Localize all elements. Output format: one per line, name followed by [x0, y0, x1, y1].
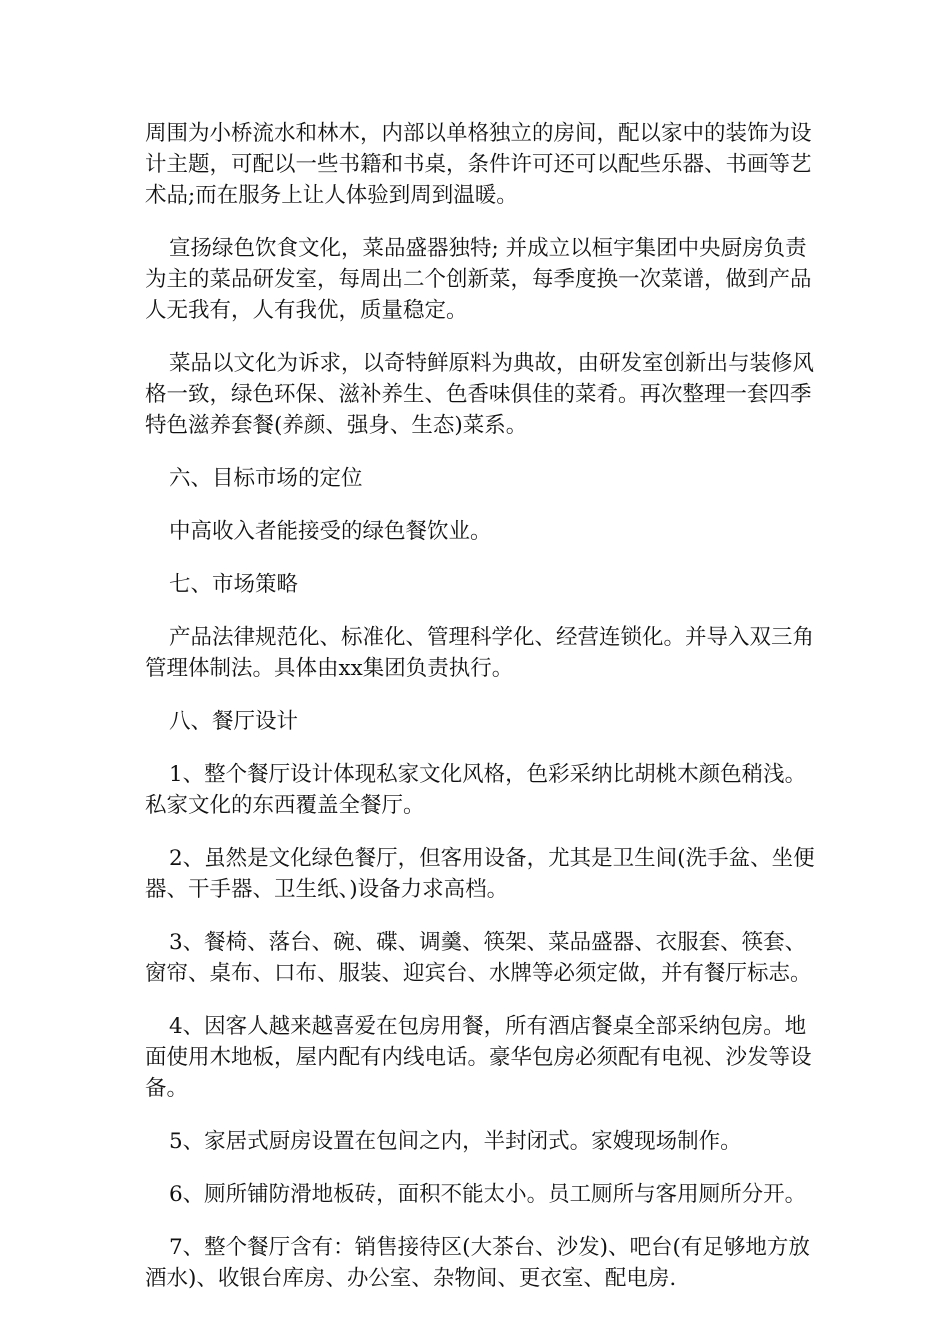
list-item-design-4: 4、因客人越来越喜爱在包房用餐，所有酒店餐桌全部采纳包房。地面使用木地板，屋内配有内线电话。豪华包房必须配有电视、沙发等设备。 — [145, 1014, 812, 1101]
paragraph-green-food-culture: 宣扬绿色饮食文化，菜品盛器独特; 并成立以桓宇集团中央厨房负责为主的菜品研发室，每周出二个创新菜，每季度换一次菜谱，做到产品人无我有，人有我优，质量稳定。 — [145, 236, 812, 323]
list-item-design-2: 2、虽然是文化绿色餐厅，但客用设备，尤其是卫生间(洗手盆、坐便器、干手器、卫生纸、)设备力求高档。 — [145, 846, 815, 902]
list-item-design-6: 6、厕所铺防滑地板砖，面积不能太小。员工厕所与客用厕所分开。 — [169, 1182, 807, 1207]
list-item-design-7: 7、整个餐厅含有：销售接待区(大茶台、沙发)、吧台(有足够地方放酒水)、收银台库房、办公室、杂物间、更衣室、配电房. — [145, 1235, 810, 1291]
paragraph-market-strategy: 产品法律规范化、标准化、管理科学化、经营连锁化。并导入双三角管理体制法。具体由xx集团负责执行。 — [145, 625, 815, 681]
paragraph-intro: 周围为小桥流水和林木，内部以单格独立的房间，配以家中的装饰为设计主题，可配以一些书籍和书桌，条件许可还可以配些乐器、书画等艺术品;而在服务上让人体验到周到温暖。 — [145, 121, 812, 208]
list-item-design-5: 5、家居式厨房设置在包间之内，半封闭式。家嫂现场制作。 — [169, 1129, 742, 1154]
paragraph-target-market: 中高收入者能接受的绿色餐饮业。 — [169, 519, 492, 544]
document-body — [145, 118, 817, 1316]
section-heading-restaurant-design: 八、餐厅设计 — [169, 709, 299, 734]
section-heading-target-market: 六、目标市场的定位 — [169, 466, 363, 491]
section-heading-market-strategy: 七、市场策略 — [169, 572, 299, 597]
paragraph-dish-culture: 菜品以文化为诉求，以奇特鲜原料为典故，由研发室创新出与装修风格一致，绿色环保、滋补养生、色香味俱佳的菜肴。再次整理一套四季特色滋养套餐(养颜、强身、生态)菜系。 — [145, 351, 815, 438]
list-item-design-1: 1、整个餐厅设计体现私家文化风格，色彩采纳比胡桃木颜色稍浅。私家文化的东西覆盖全餐厅。 — [145, 762, 807, 818]
list-item-design-3: 3、餐椅、落台、碗、碟、调羹、筷架、菜品盛器、衣服套、筷套、窗帘、桌布、口布、服装、迎宾台、水牌等必须定做，并有餐厅标志。 — [145, 930, 812, 986]
